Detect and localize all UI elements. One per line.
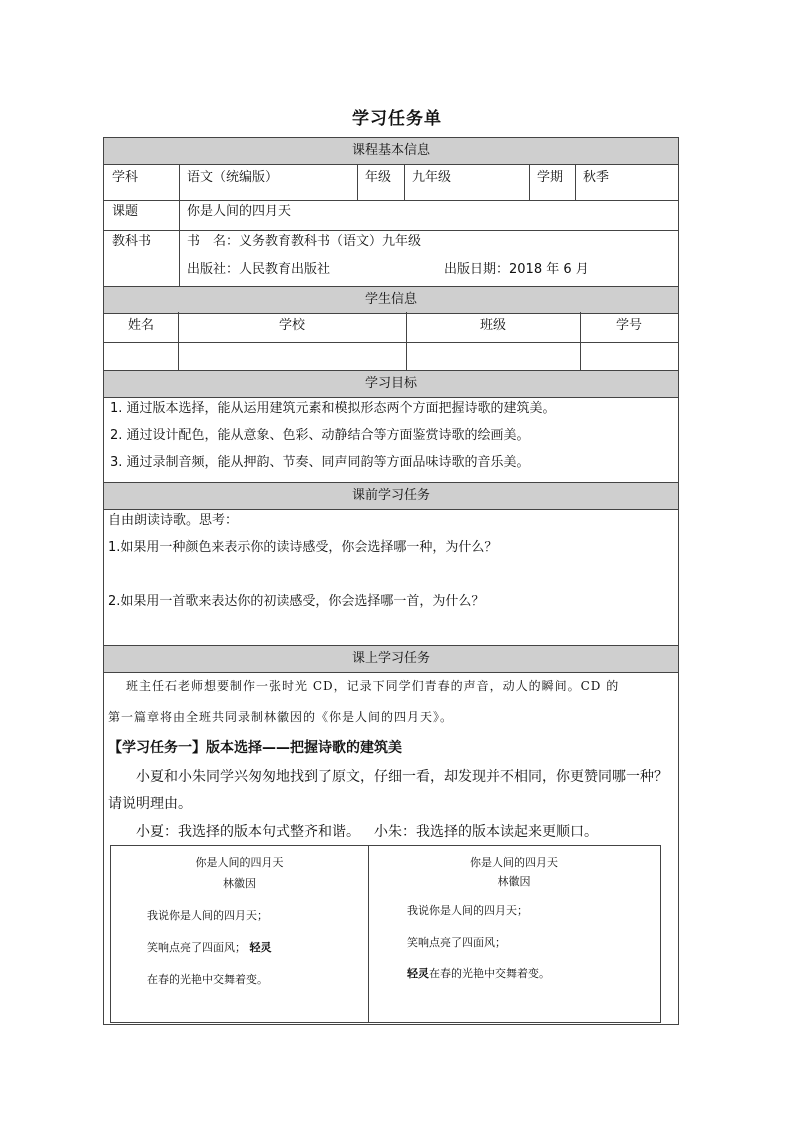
section-header-pre-class: 课前学习任务	[104, 482, 678, 510]
grade-value: 九年级	[412, 170, 452, 185]
divider	[357, 164, 358, 200]
student-school-header: 学校	[278, 318, 305, 333]
grade-label: 年级	[365, 170, 392, 185]
student-id-header: 学号	[615, 318, 642, 333]
poem-right-author: 林徽因	[497, 875, 531, 888]
section-header-student-info: 学生信息	[104, 286, 678, 314]
poem-right-line-3-bold: 轻灵	[407, 967, 429, 980]
section-header-course-info: 课程基本信息	[104, 138, 678, 165]
student-name-header: 姓名	[127, 318, 154, 333]
subject-value: 语文（统编版）	[187, 170, 279, 185]
in-class-intro-line-1: 班主任石老师想要制作一张时光 CD，记录下同学们青春的声音，动人的瞬间。CD 的	[126, 679, 620, 693]
topic-value: 你是人间的四月天	[187, 204, 292, 219]
divider	[104, 230, 678, 231]
in-class-intro-line-2: 第一篇章将由全班共同录制林徽因的《你是人间的四月天》。	[108, 710, 454, 724]
xiaozhu-statement: 小朱：我选择的版本读起来更顺口。	[374, 824, 598, 840]
poem-left-author: 林徽因	[223, 877, 256, 890]
poem-right-line-1: 我说你是人间的四月天；	[407, 904, 528, 917]
section-header-objectives: 学习目标	[104, 370, 678, 398]
textbook-label: 教科书	[112, 234, 152, 249]
student-class-header: 班级	[479, 318, 506, 333]
pre-class-question-1: 1.如果用一种颜色来表示你的读诗感受，你会选择哪一种，为什么？	[108, 540, 498, 555]
divider	[575, 164, 576, 200]
poem-right-line-2: 笑响点亮了四面风；	[407, 936, 506, 949]
xiaoxia-statement: 小夏：我选择的版本句式整齐和谐。	[136, 824, 360, 840]
textbook-pub-date: 出版日期：2018 年 6 月	[444, 262, 589, 277]
poem-right-line-3-text: 在春的光艳中交舞着变。	[429, 967, 550, 980]
poem-right-title: 你是人间的四月天	[470, 856, 558, 869]
poem-left-line-2-bold: 轻灵	[249, 941, 272, 954]
poem-left-line-2	[147, 939, 272, 955]
term-label: 学期	[537, 170, 564, 185]
topic-label: 课题	[112, 204, 139, 219]
page-title: 学习任务单	[352, 109, 442, 129]
subject-label: 学科	[112, 170, 139, 185]
divider	[529, 164, 530, 200]
textbook-publisher: 出版社：人民教育出版社	[187, 262, 331, 277]
objective-3: 3. 通过录制音频，能从押韵、节奏、同声同韵等方面品味诗歌的音乐美。	[110, 455, 530, 470]
poem-left-line-2-text: 笑响点亮了四面风；	[147, 941, 246, 954]
poem-left-title: 你是人间的四月天	[195, 856, 284, 869]
poem-left-line-3: 在春的光艳中交舞着变。	[147, 973, 268, 986]
term-value: 秋季	[583, 170, 610, 185]
section-header-in-class: 课上学习任务	[104, 645, 678, 673]
objective-1: 1. 通过版本选择，能从运用建筑元素和模拟形态两个方面把握诗歌的建筑美。	[110, 401, 556, 416]
task-1-line-1: 小夏和小朱同学兴匆匆地找到了原文，仔细一看，却发现并不相同，你更赞同哪一种？	[136, 769, 668, 785]
poem-left-line-1: 我说你是人间的四月天；	[147, 909, 268, 922]
task-1-title: 【学习任务一】版本选择——把握诗歌的建筑美	[108, 740, 402, 756]
divider	[104, 200, 678, 201]
divider	[404, 164, 405, 200]
divider	[179, 164, 180, 286]
textbook-name: 书 名：义务教育教科书（语文）九年级	[187, 234, 422, 249]
poem-right-line-3	[407, 965, 550, 981]
pre-class-intro: 自由朗读诗歌。思考：	[108, 513, 239, 528]
task-sheet-table	[103, 137, 679, 1025]
objective-2: 2. 通过设计配色，能从意象、色彩、动静结合等方面鉴赏诗歌的绘画美。	[110, 428, 530, 443]
poem-comparison-box	[110, 845, 661, 1023]
pre-class-question-2: 2.如果用一首歌来表达你的初读感受，你会选择哪一首，为什么？	[108, 594, 485, 609]
task-1-line-2: 请说明理由。	[108, 796, 192, 812]
divider	[104, 342, 678, 343]
